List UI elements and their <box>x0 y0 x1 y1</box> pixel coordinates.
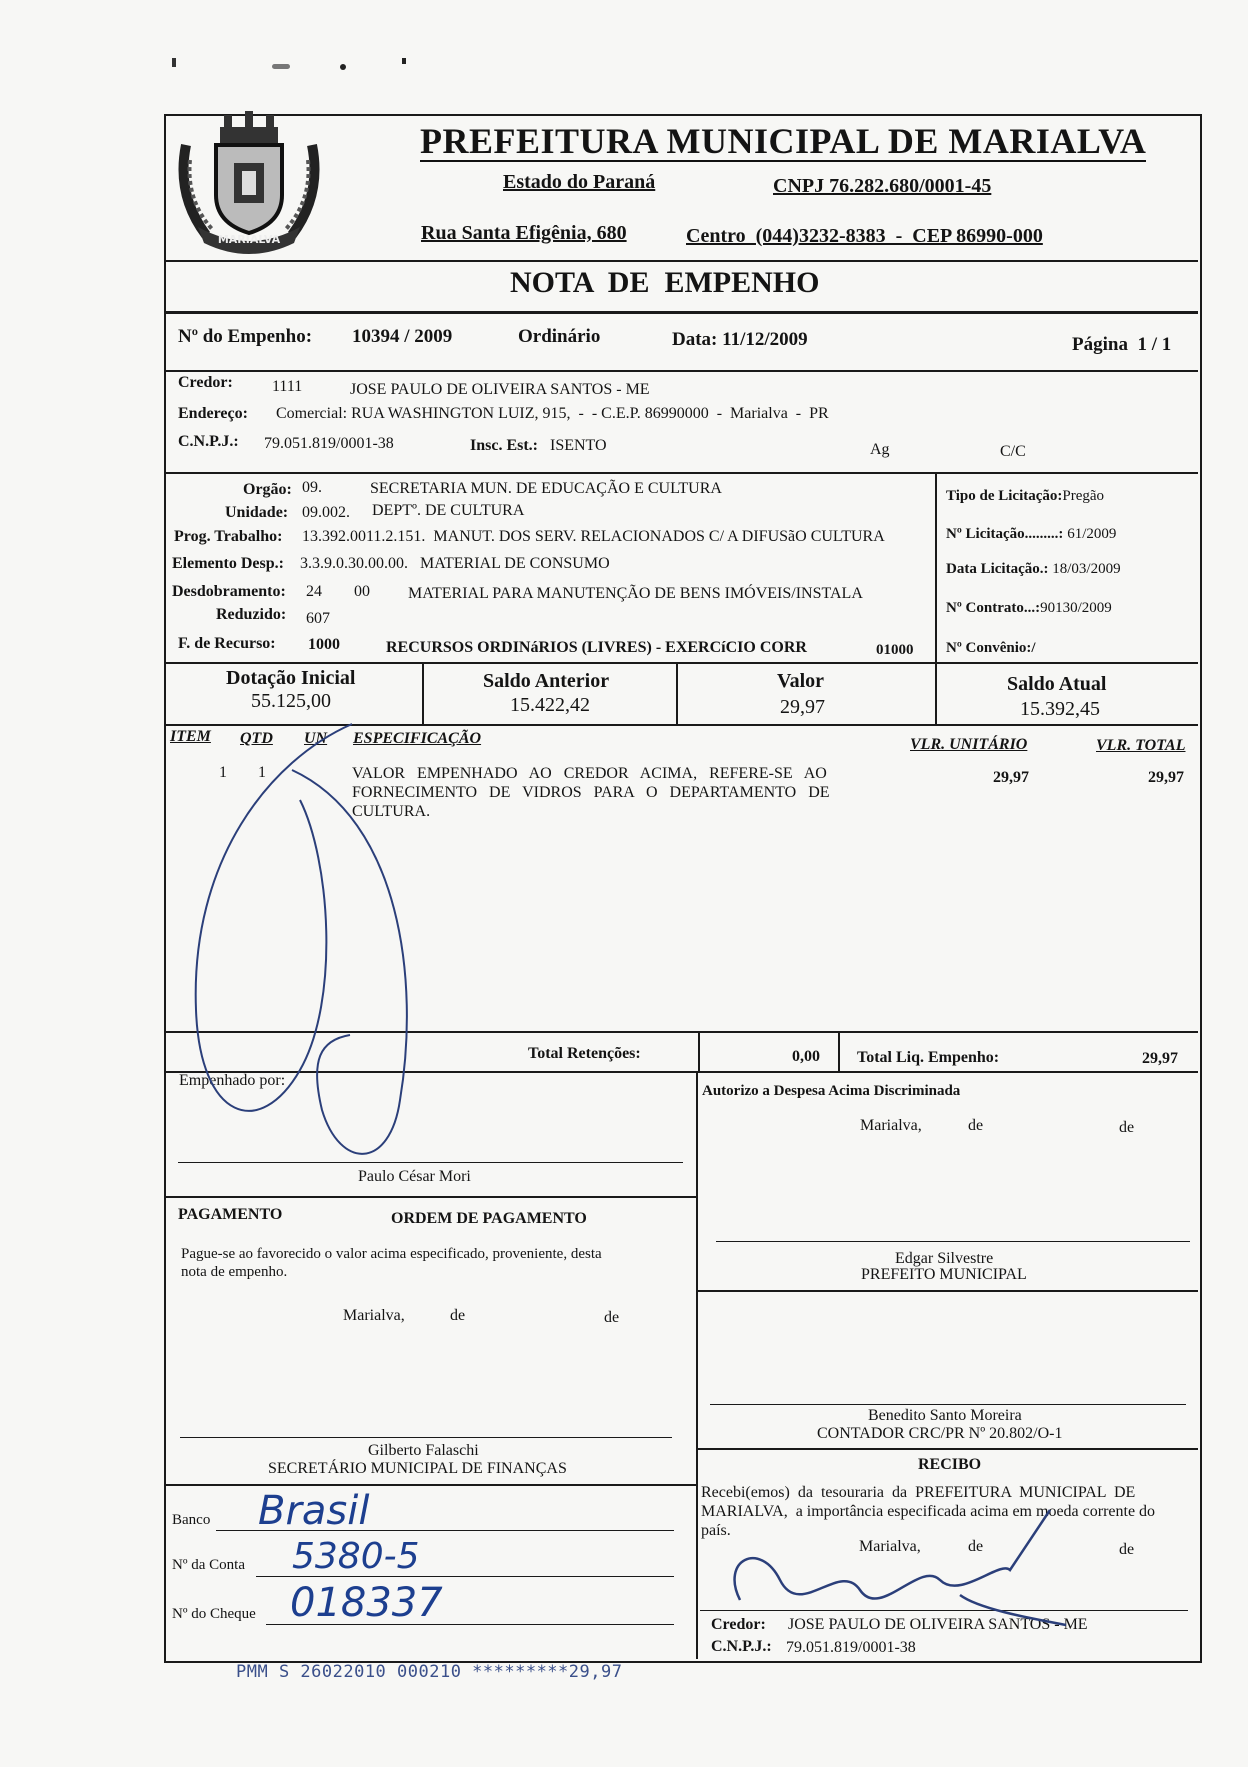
scan-mark <box>172 58 176 67</box>
total-retencoes-value: 0,00 <box>792 1048 820 1065</box>
conta-handwritten[interactable]: 5380-5 <box>292 1536 420 1577</box>
empenhado-label: Empenhado por: <box>179 1072 286 1089</box>
insc-label: Insc. Est.: <box>470 437 539 454</box>
licitacao-data-label: Data Licitação.: 18/03/2009 <box>946 561 1121 577</box>
convenio-label: Nº Convênio:/ <box>946 640 1036 656</box>
empenho-type: Ordinário <box>518 326 601 347</box>
street-label: Rua Santa Efigênia, 680 <box>421 222 627 244</box>
address-contact: Centro (044)3232-8383 - CEP 86990-000 <box>686 225 1043 247</box>
scan-mark <box>340 64 346 70</box>
col-un: UN <box>304 730 328 747</box>
credor-code: 1111 <box>272 378 303 395</box>
col-especificacao: ESPECIFICAÇÃO <box>353 730 482 747</box>
orgao-label: Orgão: <box>243 481 292 498</box>
valor-label: Valor <box>777 670 825 692</box>
cheque-handwritten[interactable]: 018337 <box>290 1580 443 1626</box>
licitacao-num-label: Nº Licitação.........: 61/2009 <box>946 526 1117 542</box>
unidade-code: 09.002. <box>302 504 350 521</box>
col-vlr-unitario: VLR. UNITÁRIO <box>910 736 1028 753</box>
endereco-label: Endereço: <box>178 405 248 422</box>
valor-value: 29,97 <box>780 696 825 718</box>
dotacao-label: Dotação Inicial <box>226 667 356 689</box>
item-qtd: 1 <box>258 764 266 781</box>
payment-stamp: PMM S 26022010 000210 *********29,97 <box>236 1662 623 1682</box>
elemento-label: Elemento Desp.: <box>172 555 284 572</box>
prefeito-role: PREFEITO MUNICIPAL <box>861 1266 1027 1283</box>
banco-handwritten[interactable]: Brasil <box>258 1488 370 1534</box>
autorizo-label: Autorizo a Despesa Acima Discriminada <box>702 1083 961 1099</box>
empenhado-name: Paulo César Mori <box>358 1168 471 1185</box>
recibo-place: Marialva, <box>859 1538 921 1555</box>
total-retencoes-label: Total Retenções: <box>528 1045 641 1062</box>
recibo-cnpj-value: 79.051.819/0001-38 <box>786 1639 916 1656</box>
item-spec-line2: FORNECIMENTO DE VIDROS PARA O DEPARTAMENTO DE <box>352 784 830 801</box>
saldo-atual-label: Saldo Atual <box>1007 673 1107 695</box>
cnpj-label: CNPJ 76.282.680/0001-45 <box>773 175 992 197</box>
saldo-anterior-label: Saldo Anterior <box>483 670 610 692</box>
pagamento-de2: de <box>604 1309 620 1326</box>
cheque-label: Nº do Cheque <box>172 1606 256 1622</box>
item-number: 1 <box>219 764 227 781</box>
dotacao-value: 55.125,00 <box>251 690 331 712</box>
empenho-number: 10394 / 2009 <box>352 326 453 347</box>
recibo-text1: Recebi(emos) da tesouraria da PREFEITURA MUNICIPAL DE <box>701 1484 1136 1501</box>
pague-se-text1: Pague-se ao favorecido o valor acima especificado, proveniente, desta <box>181 1246 602 1262</box>
prog-value: 13.392.0011.2.151. MANUT. DOS SERV. RELACIONADOS C/ A DIFUSãO CULTURA <box>302 528 885 545</box>
prefeito-name: Edgar Silvestre <box>895 1250 994 1267</box>
reduzido-label: Reduzido: <box>216 606 287 623</box>
contador-name: Benedito Santo Moreira <box>868 1407 1022 1424</box>
desdobramento-label: Desdobramento: <box>172 583 286 600</box>
credor-label: Credor: <box>178 374 233 391</box>
crest-emblem-icon <box>176 105 322 255</box>
banco-label: Banco <box>172 1512 211 1528</box>
municipality-title: PREFEITURA MUNICIPAL DE MARIALVA <box>420 121 1147 161</box>
item-spec-line3: CULTURA. <box>352 803 431 820</box>
contador-role: CONTADOR CRC/PR Nº 20.802/O-1 <box>817 1425 1063 1442</box>
item-total-value: 29,97 <box>1148 769 1184 786</box>
empenho-date: Data: 11/12/2009 <box>672 329 808 350</box>
desdobramento-b: 00 <box>354 583 370 600</box>
autorizo-de2: de <box>1119 1119 1135 1136</box>
elemento-value: 3.3.9.0.30.00.00. MATERIAL DE CONSUMO <box>300 555 610 572</box>
recibo-credor-label: Credor: <box>711 1616 766 1633</box>
ag-label: Ag <box>870 441 890 458</box>
recibo-de2: de <box>1119 1541 1135 1558</box>
recibo-text2: MARIALVA, a importância especificada acima em moeda corrente do <box>701 1503 1156 1520</box>
contrato-label: Nº Contrato...:90130/2009 <box>946 600 1112 616</box>
credor-name: JOSE PAULO DE OLIVEIRA SANTOS - ME <box>350 381 650 398</box>
cnpj-credor-label: C.N.P.J.: <box>178 433 239 450</box>
item-unit-value: 29,97 <box>993 769 1029 786</box>
scan-mark <box>402 58 406 64</box>
secretario-name: Gilberto Falaschi <box>368 1442 479 1459</box>
empenho-number-label: Nº do Empenho: <box>178 326 313 347</box>
saldo-anterior-value: 15.422,42 <box>510 694 590 716</box>
insc-value: ISENTO <box>550 437 607 454</box>
recibo-de1: de <box>968 1538 984 1555</box>
recurso-number: 01000 <box>876 642 914 658</box>
autorizo-de1: de <box>968 1117 984 1134</box>
svg-text:MARIALVA: MARIALVA <box>217 233 281 246</box>
col-vlr-total: VLR. TOTAL <box>1096 737 1186 754</box>
pagamento-de1: de <box>450 1307 466 1324</box>
prog-label: Prog. Trabalho: <box>174 528 283 545</box>
recibo-cnpj-label: C.N.P.J.: <box>711 1638 772 1655</box>
orgao-code: 09. <box>302 479 322 496</box>
document-title: NOTA DE EMPENHO <box>510 266 820 299</box>
total-liq-label: Total Liq. Empenho: <box>857 1049 1000 1066</box>
pagamento-place: Marialva, <box>343 1307 405 1324</box>
conta-label: Nº da Conta <box>172 1557 245 1573</box>
endereco-value: Comercial: RUA WASHINGTON LUIZ, 915, - - C.E.P. 86990000 - Marialva - PR <box>276 405 829 422</box>
recibo-title: RECIBO <box>918 1456 982 1473</box>
orgao-name: SECRETARIA MUN. DE EDUCAÇÃO E CULTURA <box>370 480 722 497</box>
desdobramento-a: 24 <box>306 583 322 600</box>
col-qtd: QTD <box>240 730 273 747</box>
licitacao-tipo-label: Tipo de Licitação:Pregão <box>946 488 1105 504</box>
desdobramento-name: MATERIAL PARA MANUTENÇÃO DE BENS IMÓVEIS/INSTALA <box>408 585 863 602</box>
ordem-pagamento-label: ORDEM DE PAGAMENTO <box>391 1210 587 1227</box>
col-item: ITEM <box>170 728 211 745</box>
recibo-text3: país. <box>701 1522 731 1539</box>
pagamento-label: PAGAMENTO <box>178 1206 283 1223</box>
saldo-atual-value: 15.392,45 <box>1020 698 1100 720</box>
autorizo-place: Marialva, <box>860 1117 922 1134</box>
cnpj-credor-value: 79.051.819/0001-38 <box>264 435 394 452</box>
pague-se-text2: nota de empenho. <box>181 1264 288 1280</box>
recurso-label: F. de Recurso: <box>178 635 276 652</box>
cc-label: C/C <box>1000 443 1026 460</box>
state-label: Estado do Paraná <box>503 171 656 193</box>
unidade-name: DEPTº. DE CULTURA <box>372 502 525 519</box>
item-spec-line1: VALOR EMPENHADO AO CREDOR ACIMA, REFERE-SE AO <box>352 765 827 782</box>
total-liq-value: 29,97 <box>1142 1050 1178 1067</box>
scan-mark <box>272 64 290 69</box>
recurso-name: RECURSOS ORDINáRIOS (LIVRES) - EXERCíCIO CORR <box>386 639 807 656</box>
secretario-role: SECRETÁRIO MUNICIPAL DE FINANÇAS <box>268 1460 567 1477</box>
recurso-code: 1000 <box>308 636 340 653</box>
unidade-label: Unidade: <box>225 504 289 521</box>
recibo-credor-value: JOSE PAULO DE OLIVEIRA SANTOS - ME <box>788 1616 1088 1633</box>
page-number: Página 1 / 1 <box>1072 334 1172 355</box>
reduzido-value: 607 <box>306 610 330 627</box>
